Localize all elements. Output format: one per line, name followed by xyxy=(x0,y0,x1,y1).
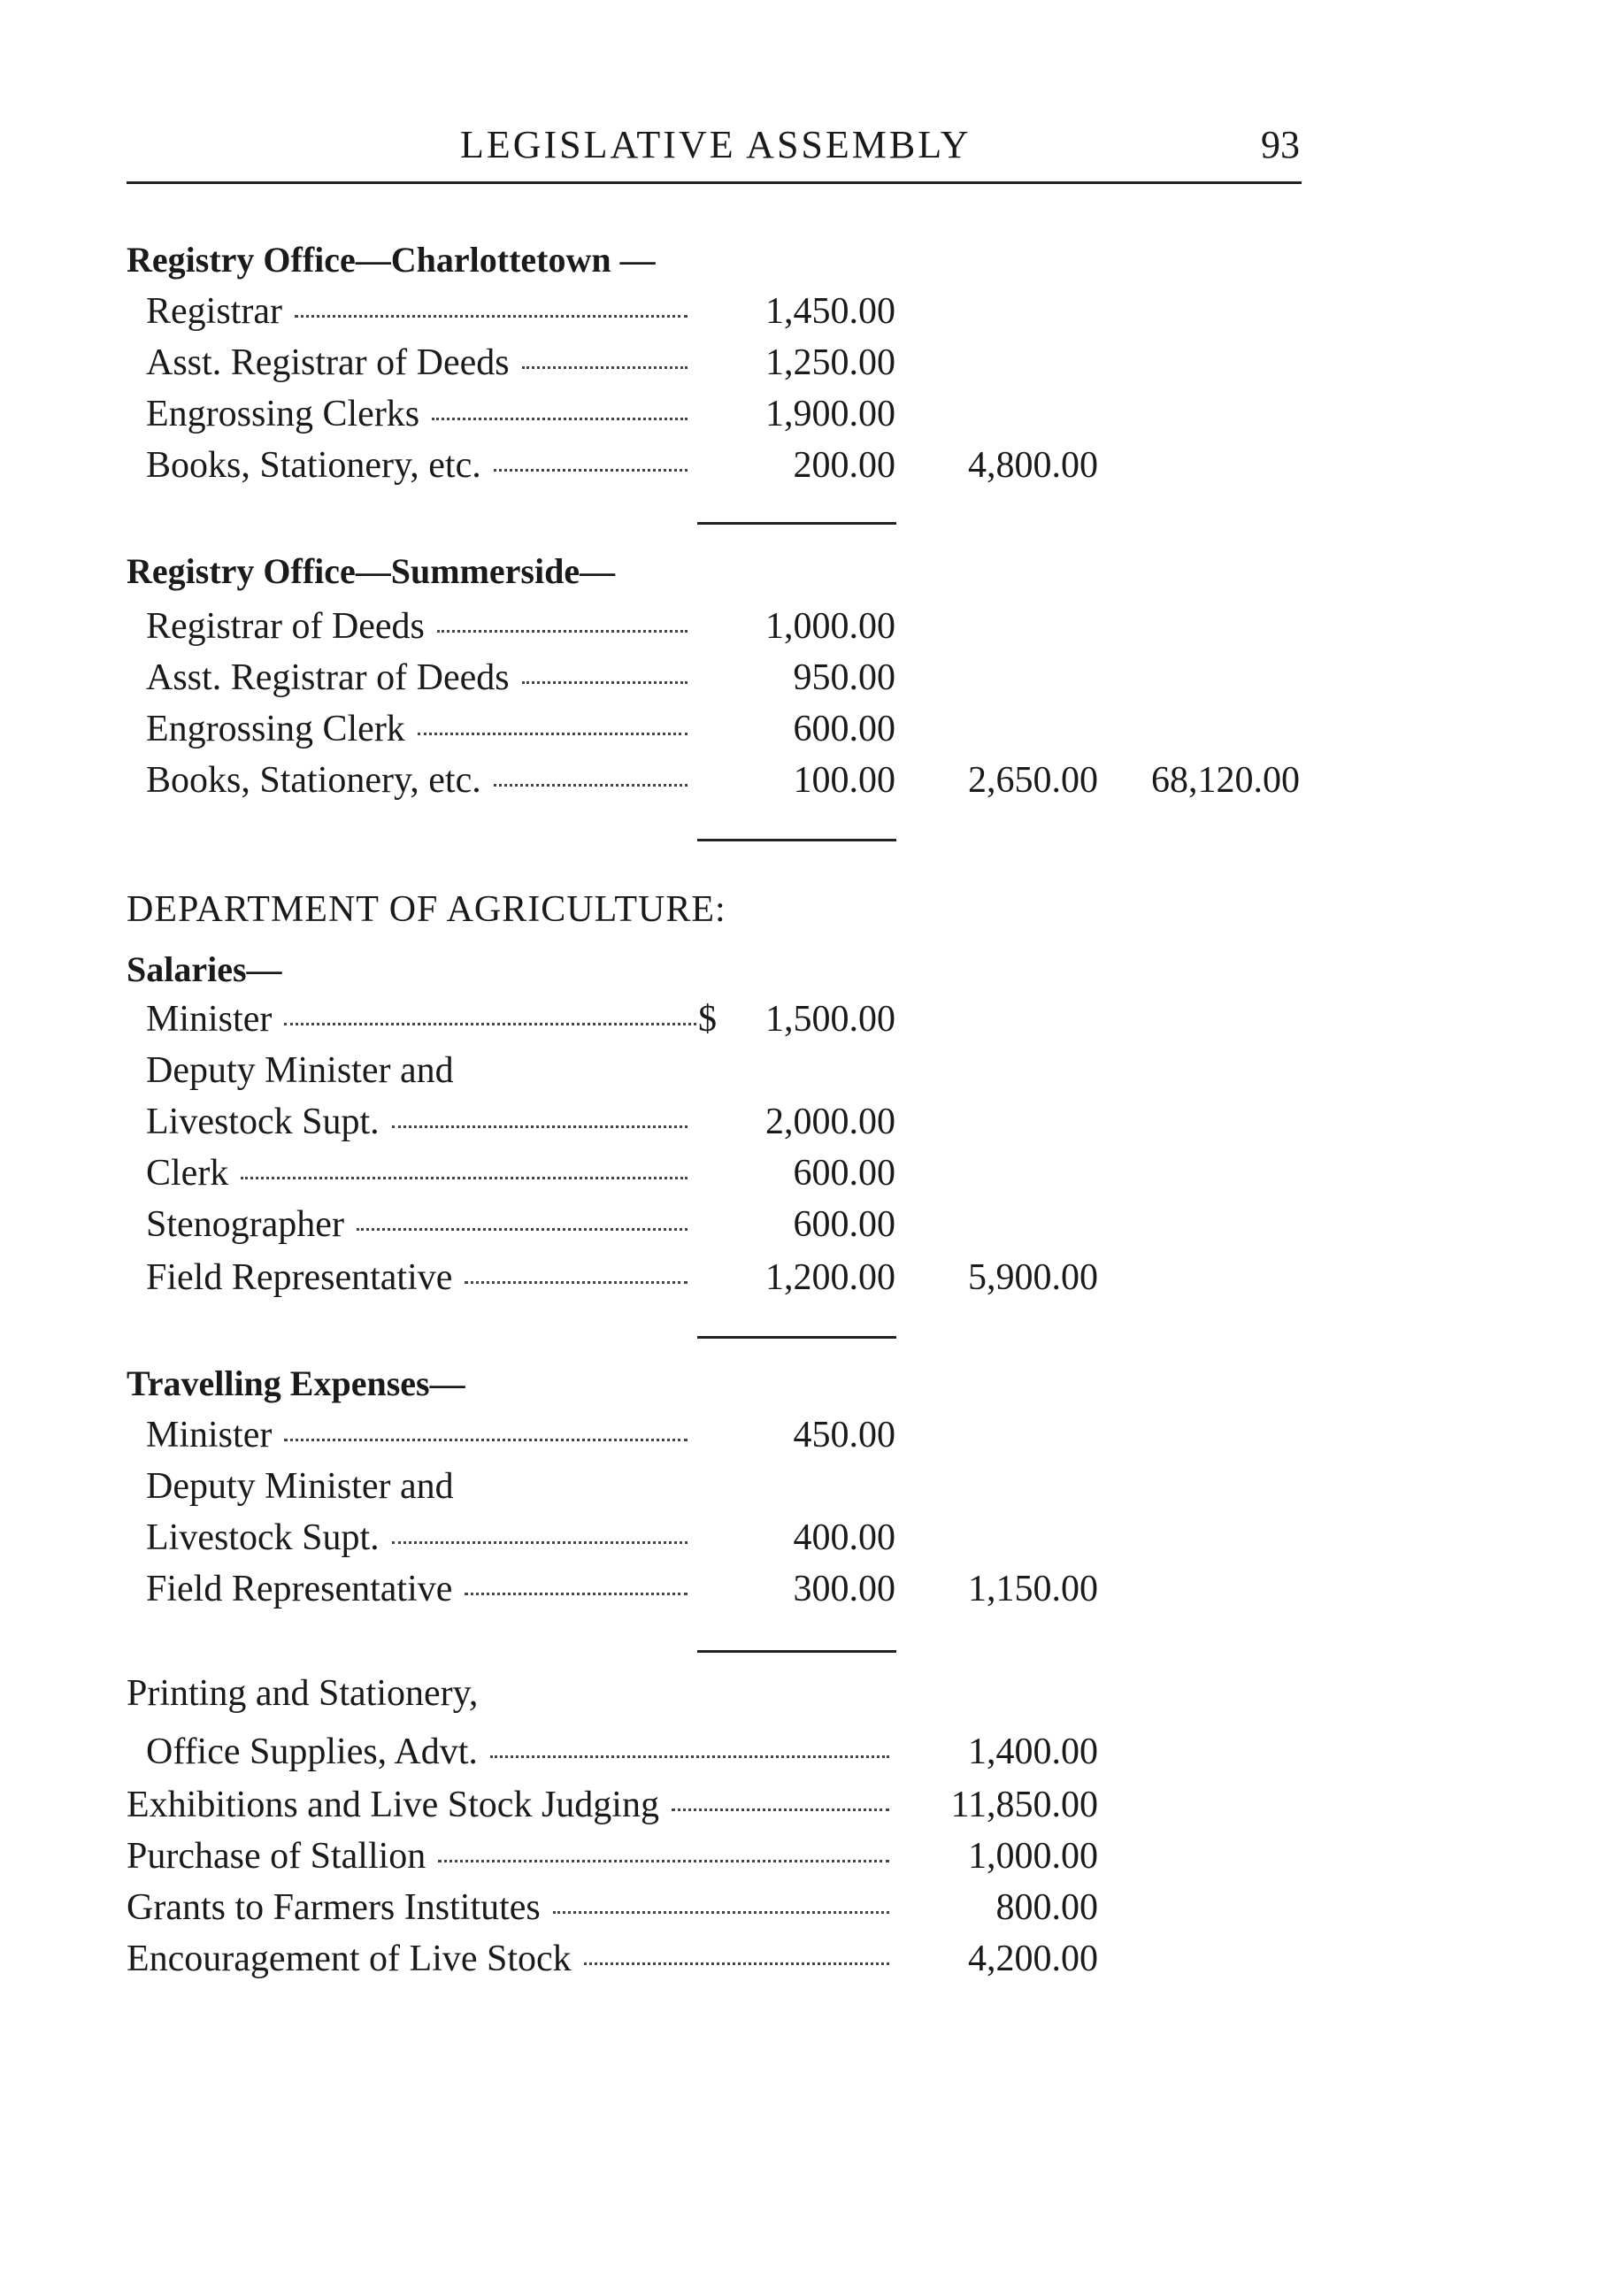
leader-dots xyxy=(357,1227,688,1231)
section-heading-summerside: Registry Office—Summerside— xyxy=(127,551,616,591)
sum-rule xyxy=(697,522,896,525)
leader-dots xyxy=(241,1176,688,1179)
table-row xyxy=(0,444,1598,490)
subtotal: 5,900.00 xyxy=(968,1257,1098,1298)
table-row xyxy=(0,1049,1598,1095)
leader-dots xyxy=(584,1962,889,1965)
amount: 1,500.00 xyxy=(765,999,895,1040)
amount: 1,200.00 xyxy=(765,1257,895,1298)
leader-dots xyxy=(392,1540,688,1544)
amount: 600.00 xyxy=(793,709,895,749)
header-rule xyxy=(127,181,1302,184)
subtotal: 800.00 xyxy=(995,1887,1098,1928)
leader-dots xyxy=(295,314,688,318)
table-row xyxy=(0,1568,1598,1614)
row-label: Books, Stationery, etc. xyxy=(146,760,481,801)
table-row xyxy=(0,290,1598,336)
table-row xyxy=(0,1886,1598,1932)
travelling-heading: Travelling Expenses— xyxy=(127,1363,465,1403)
table-row xyxy=(0,1938,1598,1984)
row-label: Asst. Registrar of Deeds xyxy=(146,342,510,383)
subtotal: 2,650.00 xyxy=(968,760,1098,801)
row-label: Registrar xyxy=(146,291,282,332)
table-row xyxy=(0,1101,1598,1147)
subtotal: 4,200.00 xyxy=(968,1939,1098,1979)
row-label: Encouragement of Live Stock xyxy=(127,1939,572,1979)
table-row xyxy=(0,605,1598,651)
leader-dots xyxy=(465,1592,688,1595)
leader-dots xyxy=(432,417,688,420)
subtotal: 1,400.00 xyxy=(968,1732,1098,1772)
table-row xyxy=(0,759,1598,805)
amount: 450.00 xyxy=(793,1415,895,1455)
table-row xyxy=(0,1784,1598,1830)
sum-rule xyxy=(697,1650,896,1653)
amount: 1,000.00 xyxy=(765,606,895,647)
leader-dots xyxy=(522,680,688,684)
row-label: Minister xyxy=(146,999,273,1040)
table-row xyxy=(0,1517,1598,1563)
table-row xyxy=(0,1203,1598,1249)
page-header-title: LEGISLATIVE ASSEMBLY xyxy=(460,123,972,166)
grand-total: 68,120.00 xyxy=(1151,760,1300,801)
sum-rule xyxy=(697,839,896,841)
amount: 300.00 xyxy=(793,1569,895,1609)
subtotal: 11,850.00 xyxy=(950,1785,1098,1825)
leader-dots xyxy=(553,1910,889,1914)
leader-dots xyxy=(437,629,688,633)
amount: 600.00 xyxy=(793,1204,895,1245)
table-row xyxy=(0,1465,1598,1511)
leader-dots xyxy=(494,783,688,787)
subtotal: 1,000.00 xyxy=(968,1836,1098,1877)
sum-rule xyxy=(697,1336,896,1339)
table-row xyxy=(0,657,1598,703)
amount: 1,250.00 xyxy=(765,342,895,383)
subtotal: 1,150.00 xyxy=(968,1569,1098,1609)
row-label: Purchase of Stallion xyxy=(127,1836,426,1877)
amount: 2,000.00 xyxy=(765,1102,895,1142)
leader-dots xyxy=(490,1755,889,1758)
section-heading-charlottetown: Registry Office—Charlottetown — xyxy=(127,240,656,280)
leader-dots xyxy=(284,1022,696,1025)
row-label: Grants to Farmers Institutes xyxy=(127,1887,541,1928)
row-label: Deputy Minister and xyxy=(146,1050,454,1091)
row-label: Livestock Supt. xyxy=(146,1517,380,1558)
leader-dots xyxy=(284,1438,688,1441)
amount: 1,450.00 xyxy=(765,291,895,332)
leader-dots xyxy=(465,1280,688,1284)
table-row xyxy=(0,1835,1598,1881)
row-label: Printing and Stationery, xyxy=(127,1673,479,1714)
leader-dots xyxy=(418,732,688,735)
leader-dots xyxy=(438,1859,889,1862)
row-label: Asst. Registrar of Deeds xyxy=(146,657,510,698)
row-label: Livestock Supt. xyxy=(146,1102,380,1142)
row-label: Books, Stationery, etc. xyxy=(146,445,481,486)
table-row xyxy=(0,1152,1598,1198)
amount: 200.00 xyxy=(793,445,895,486)
currency-symbol: $ xyxy=(698,999,717,1040)
amount: 1,900.00 xyxy=(765,394,895,434)
row-label: Registrar of Deeds xyxy=(146,606,425,647)
row-label: Engrossing Clerk xyxy=(146,709,405,749)
amount: 400.00 xyxy=(793,1517,895,1558)
table-row xyxy=(0,708,1598,754)
amount: 600.00 xyxy=(793,1153,895,1194)
row-label: Exhibitions and Live Stock Judging xyxy=(127,1785,659,1825)
table-row xyxy=(0,342,1598,388)
page-number: 93 xyxy=(1261,123,1300,166)
leader-dots xyxy=(522,365,688,369)
row-label: Minister xyxy=(146,1415,273,1455)
row-label: Stenographer xyxy=(146,1204,344,1245)
row-label: Office Supplies, Advt. xyxy=(146,1732,478,1772)
leader-dots xyxy=(672,1808,889,1811)
table-row xyxy=(0,1414,1598,1460)
leader-dots xyxy=(494,468,688,472)
row-label: Deputy Minister and xyxy=(146,1466,454,1507)
row-label: Field Representative xyxy=(146,1257,453,1298)
amount: 100.00 xyxy=(793,760,895,801)
table-row xyxy=(0,393,1598,439)
department-title: DEPARTMENT OF AGRICULTURE: xyxy=(127,889,726,930)
salaries-heading: Salaries— xyxy=(127,949,282,989)
table-row xyxy=(0,998,1598,1044)
subtotal: 4,800.00 xyxy=(968,445,1098,486)
row-label: Engrossing Clerks xyxy=(146,394,420,434)
amount: 950.00 xyxy=(793,657,895,698)
table-row xyxy=(0,1731,1598,1777)
leader-dots xyxy=(392,1125,688,1128)
row-label: Field Representative xyxy=(146,1569,453,1609)
table-row xyxy=(0,1256,1598,1302)
row-label: Clerk xyxy=(146,1153,229,1194)
